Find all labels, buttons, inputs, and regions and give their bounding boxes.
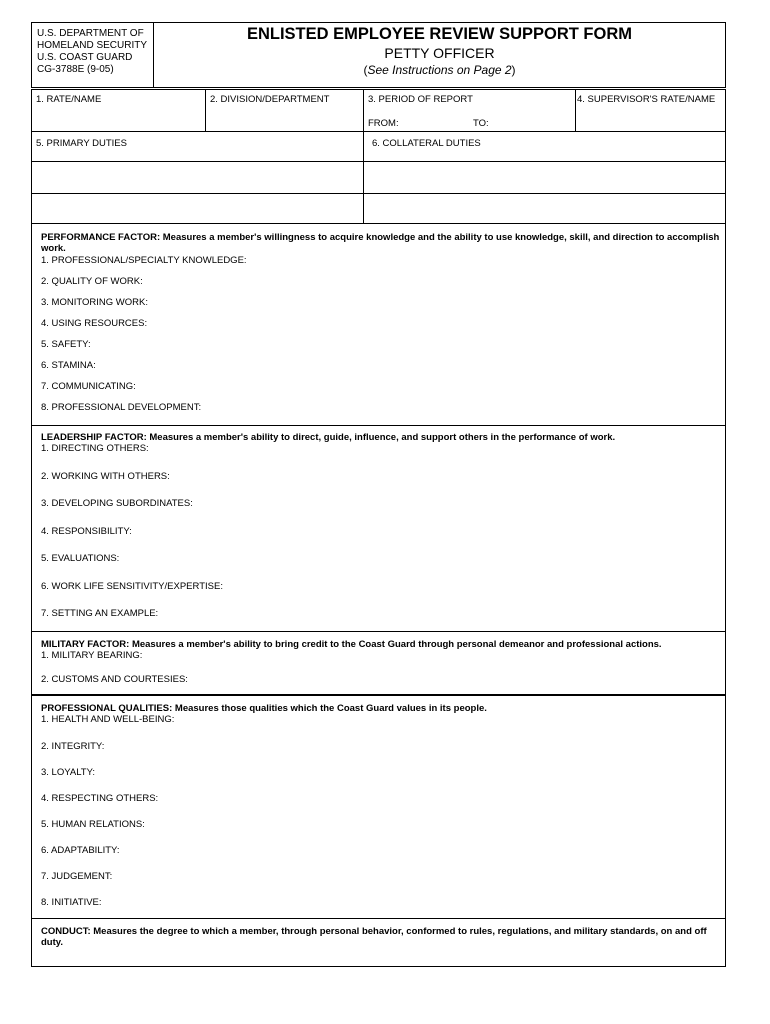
form-number: CG-3788E (9-05) — [37, 64, 114, 75]
collateral-duties-input-1[interactable] — [364, 162, 725, 192]
military-factor-heading — [41, 639, 721, 650]
form-subtitle: PETTY OFFICER — [384, 45, 495, 61]
professional-item[interactable]: 2. INTEGRITY: — [41, 741, 105, 752]
note-open: ( — [363, 63, 368, 77]
professional-item[interactable]: 1. HEALTH AND WELL-BEING: — [41, 714, 175, 725]
military-item[interactable]: 1. MILITARY BEARING: — [41, 650, 143, 661]
leadership-item[interactable]: 4. RESPONSIBILITY: — [41, 526, 132, 537]
instructions-note — [153, 63, 726, 77]
division-field[interactable]: 2. DIVISION/DEPARTMENT — [210, 94, 330, 105]
divider-period-supervisor — [575, 89, 576, 131]
divider-performance — [31, 425, 726, 426]
leadership-factor-title: LEADERSHIP FACTOR: — [41, 432, 147, 443]
leadership-item[interactable]: 5. EVALUATIONS: — [41, 553, 120, 564]
professional-item[interactable]: 8. INITIATIVE: — [41, 897, 102, 908]
divider-row1 — [31, 131, 726, 132]
performance-item[interactable]: 2. QUALITY OF WORK: — [41, 276, 143, 287]
professional-item[interactable]: 7. JUDGEMENT: — [41, 871, 113, 882]
performance-item[interactable]: 5. SAFETY: — [41, 339, 91, 350]
collateral-duties-input-2[interactable] — [364, 194, 725, 222]
divider-military — [31, 694, 726, 696]
note-close: ) — [511, 63, 516, 77]
conduct-title: CONDUCT: — [41, 926, 91, 937]
leadership-factor-heading — [41, 432, 721, 443]
primary-duties-label: 5. PRIMARY DUTIES — [36, 138, 127, 149]
leadership-factor-desc: Measures a member's ability to direct, guide, influence, and support others in the performance of work. — [149, 432, 616, 443]
professional-item[interactable]: 6. ADAPTABILITY: — [41, 845, 120, 856]
professional-item[interactable]: 5. HUMAN RELATIONS: — [41, 819, 145, 830]
period-from-field[interactable]: FROM: — [368, 118, 399, 129]
performance-factor-title: PERFORMANCE FACTOR: — [41, 232, 161, 243]
performance-item[interactable]: 1. PROFESSIONAL/SPECIALTY KNOWLEDGE: — [41, 255, 247, 266]
primary-duties-input-2[interactable] — [32, 194, 362, 222]
conduct-heading[interactable] — [41, 926, 721, 948]
leadership-item[interactable]: 2. WORKING WITH OTHERS: — [41, 471, 170, 482]
professional-qualities-heading — [41, 703, 721, 714]
conduct-desc: Measures the degree to which a member, through personal behavior, conformed to rules, regulations, and military standards, on and off duty. — [41, 926, 707, 948]
agency-line-3: U.S. COAST GUARD — [37, 52, 133, 63]
performance-item[interactable]: 6. STAMINA: — [41, 360, 96, 371]
military-factor-title: MILITARY FACTOR: — [41, 639, 130, 650]
agency-line-2: HOMELAND SECURITY — [37, 40, 148, 51]
divider-leadership — [31, 631, 726, 632]
note-text: See Instructions on Page 2 — [367, 63, 512, 77]
leadership-item[interactable]: 7. SETTING AN EXAMPLE: — [41, 608, 159, 619]
performance-item[interactable]: 7. COMMUNICATING: — [41, 381, 136, 392]
professional-item[interactable]: 4. RESPECTING OTHERS: — [41, 793, 159, 804]
supervisor-field[interactable]: 4. SUPERVISOR'S RATE/NAME — [577, 94, 716, 105]
performance-item[interactable]: 8. PROFESSIONAL DEVELOPMENT: — [41, 402, 202, 413]
period-to-field[interactable]: TO: — [473, 118, 489, 129]
period-field-label: 3. PERIOD OF REPORT — [368, 94, 473, 105]
professional-item[interactable]: 3. LOYALTY: — [41, 767, 96, 778]
rate-name-field[interactable]: 1. RATE/NAME — [36, 94, 102, 105]
leadership-item[interactable]: 1. DIRECTING OTHERS: — [41, 443, 149, 454]
agency-line-1: U.S. DEPARTMENT OF — [37, 28, 144, 39]
professional-qualities-title: PROFESSIONAL QUALITIES: — [41, 703, 173, 714]
primary-duties-input-1[interactable] — [32, 162, 362, 192]
divider-professional — [31, 918, 726, 919]
divider-duties-3 — [31, 223, 726, 224]
performance-factor-desc: Measures a member's willingness to acquire knowledge and the ability to use knowledge, skill, and direction to accomplish work. — [41, 232, 720, 254]
leadership-item[interactable]: 3. DEVELOPING SUBORDINATES: — [41, 498, 193, 509]
performance-factor-heading — [41, 232, 721, 254]
collateral-duties-label: 6. COLLATERAL DUTIES — [372, 138, 481, 149]
military-factor-desc: Measures a member's ability to bring credit to the Coast Guard through personal demeanor and professional actions. — [131, 639, 662, 650]
military-item[interactable]: 2. CUSTOMS AND COURTESIES: — [41, 674, 188, 685]
divider-rate-division — [205, 89, 206, 131]
professional-qualities-desc: Measures those qualities which the Coast Guard values in its people. — [174, 703, 487, 714]
form-title: ENLISTED EMPLOYEE REVIEW SUPPORT FORM — [246, 25, 633, 43]
leadership-item[interactable]: 6. WORK LIFE SENSITIVITY/EXPERTISE: — [41, 581, 223, 592]
performance-item[interactable]: 4. USING RESOURCES: — [41, 318, 148, 329]
performance-item[interactable]: 3. MONITORING WORK: — [41, 297, 148, 308]
